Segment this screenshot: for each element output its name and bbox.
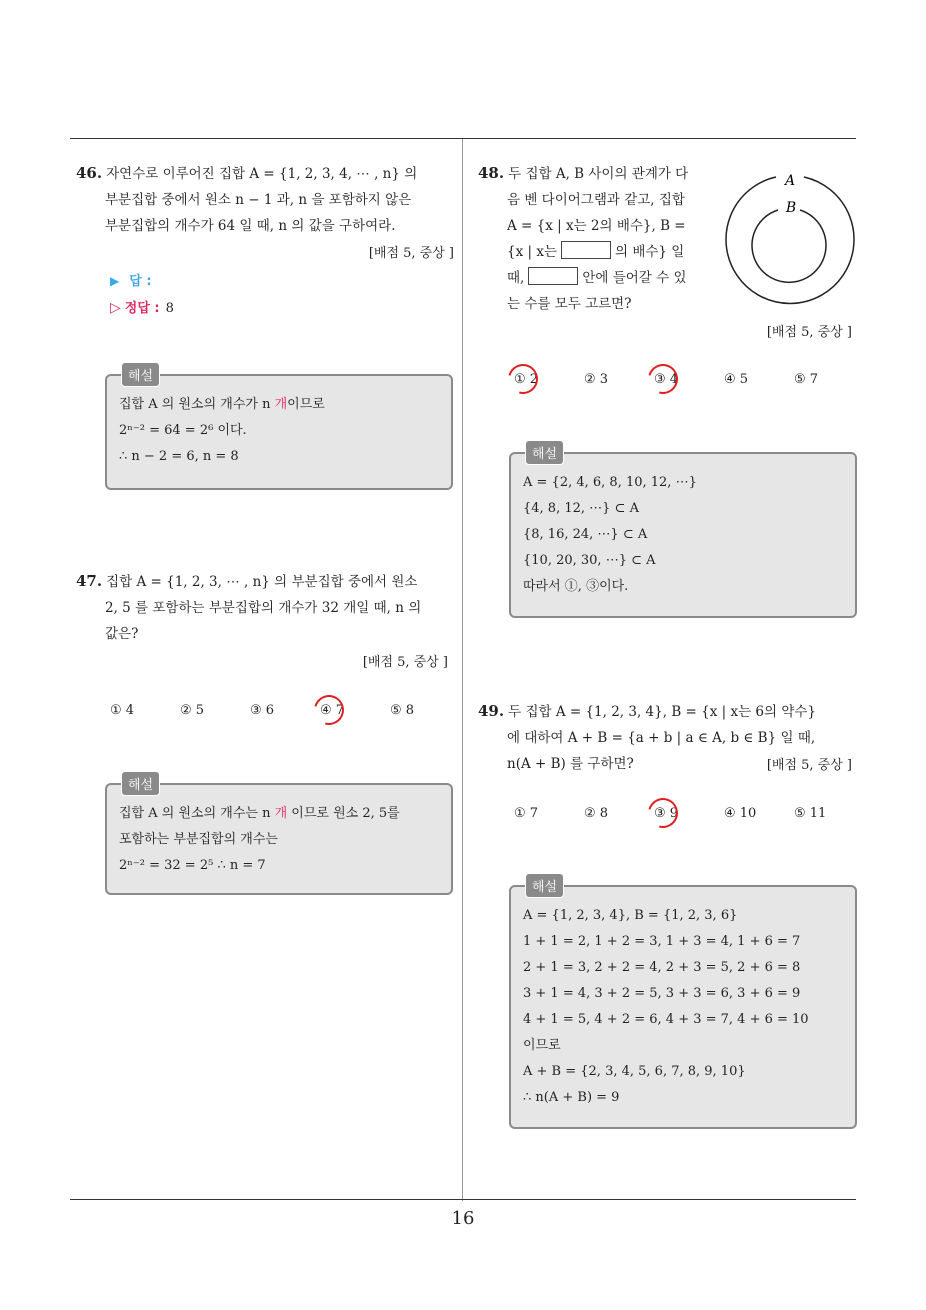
question-text-line: 부분집합의 개수가 64 일 때, n 의 값을 구하여라. [105,218,396,234]
solution-tag: 해설 [121,362,160,387]
question-text-line: 두 집합 A, B 사이의 관계가 다 [508,166,689,182]
solution-line: {4, 8, 12, ⋯} ⊂ A [523,501,639,516]
question-text-line: 값은? [105,626,139,642]
solution-line: A = {2, 4, 6, 8, 10, 12, ⋯} [523,475,697,490]
answer-mark-circle [309,690,350,731]
solution-highlight: 개 [274,397,288,412]
question-text-line: 는 수를 모두 고르면? [507,296,632,312]
solution-tag: 해설 [525,873,564,898]
solution-line: 3 + 1 = 4, 3 + 2 = 5, 3 + 3 = 6, 3 + 6 = 9 [523,986,801,1001]
blank-box [528,267,578,285]
question-text-line: 부분집합 중에서 원소 n − 1 과, n 을 포함하지 않은 [105,192,412,208]
solution-box [509,880,857,1129]
solution-tag: 해설 [121,771,160,796]
question-text: 안에 들어갈 수 있 [582,270,687,286]
question-text-line: 두 집합 A = {1, 2, 3, 4}, B = {x | x는 6의 약수} [508,704,817,720]
question-number: 46. [76,164,103,182]
bottom-rule [70,1199,856,1200]
question-47 [76,568,458,647]
question-text: 의 배수} 일 [615,244,685,260]
solution-line: 따라서 ①, ③이다. [523,579,629,594]
solution-line: ∴ n(A + B) = 9 [523,1090,620,1105]
question-text-line: 자연수로 이루어진 집합 A = {1, 2, 3, 4, ⋯ , n} 의 [106,166,418,182]
score-label: [배점 5, 중상 ] [766,758,852,773]
choice-3[interactable]: ③ 9 [654,806,679,821]
solution-line: 1 + 1 = 2, 1 + 2 = 3, 1 + 3 = 4, 1 + 6 = 7 [523,934,801,949]
question-48 [478,160,718,317]
answer-area [110,268,174,322]
solution-tag: 해설 [525,440,564,465]
answer-mark-circle [503,359,544,400]
solution-line: A = {1, 2, 3, 4}, B = {1, 2, 3, 6} [523,908,738,923]
venn-label-a: A [784,173,796,189]
play-triangle-icon: ▶ [110,274,120,288]
correct-answer-label: 정답 : [124,301,160,316]
choice-2[interactable]: ② 5 [180,703,205,718]
top-rule [70,138,856,139]
venn-inner-circle [752,210,826,282]
solution-text: 집합 A 의 원소의 개수는 n [119,806,275,821]
choice-4[interactable]: ④ 7 [320,703,345,718]
solution-line: {8, 16, 24, ⋯} ⊂ A [523,527,648,542]
solution-line: 4 + 1 = 5, 4 + 2 = 6, 4 + 3 = 7, 4 + 6 = 10 [523,1012,809,1027]
choice-1[interactable]: ① 2 [514,372,539,387]
outline-triangle-icon: ▷ [110,300,121,316]
choice-1[interactable]: ① 4 [110,703,135,718]
question-number: 48. [478,164,505,182]
solution-highlight: 개 [274,806,288,821]
question-text-line: 집합 A = {1, 2, 3, ⋯ , n} 의 부분집합 중에서 원소 [106,574,418,590]
answer-label: 답 : [129,274,152,289]
question-text-line: A = {x | x는 2의 배수}, B = [507,218,686,234]
venn-label-b: B [785,200,797,216]
solution-line: A + B = {2, 3, 4, 5, 6, 7, 8, 9, 10} [523,1064,746,1079]
venn-outer-circle [726,177,854,303]
page-number: 16 [451,1208,475,1229]
solution-box [105,369,453,490]
solution-line: 2 + 1 = 3, 2 + 2 = 4, 2 + 3 = 5, 2 + 6 = 8 [523,960,801,975]
question-text: {x | x는 [507,244,557,260]
choice-3[interactable]: ③ 4 [654,372,679,387]
solution-line: ∴ n − 2 = 6, n = 8 [119,449,239,464]
choice-5[interactable]: ⑤ 7 [794,372,819,387]
question-text-line: n(A + B) 를 구하면? [507,756,634,772]
question-text-line: 음 벤 다이어그램과 같고, 집합 [507,192,685,208]
solution-line: {10, 20, 30, ⋯} ⊂ A [523,553,656,568]
choice-2[interactable]: ② 8 [584,806,609,821]
venn-diagram [722,172,858,308]
question-46 [76,160,458,239]
solution-line: 2ⁿ⁻² = 32 = 2⁵ ∴ n = 7 [119,858,266,873]
choice-5[interactable]: ⑤ 8 [390,703,415,718]
solution-text: 집합 A 의 원소의 개수가 n [119,397,275,412]
blank-box [561,241,611,259]
score-label: [배점 5, 중상 ] [362,655,448,670]
choice-4[interactable]: ④ 5 [724,372,749,387]
solution-box [105,778,453,895]
solution-box [509,447,857,618]
question-text-line: 2, 5 를 포함하는 부분집합의 개수가 32 개일 때, n 의 [105,600,422,616]
choice-5[interactable]: ⑤ 11 [794,806,827,821]
choice-1[interactable]: ① 7 [514,806,539,821]
solution-line: 2ⁿ⁻² = 64 = 2⁶ 이다. [119,423,247,438]
choice-list [514,372,854,396]
question-text: 때, [507,270,525,286]
choice-4[interactable]: ④ 10 [724,806,757,821]
solution-text: 이므로 원소 2, 5를 [287,806,400,821]
column-divider [462,139,463,1201]
correct-answer-value: 8 [165,301,174,316]
question-text-line: 에 대하여 A + B = {a + b | a ∈ A, b ∈ B} 일 때, [507,730,816,746]
solution-text: 이므로 [287,397,325,412]
choice-list [110,703,450,727]
solution-line: 포함하는 부분집합의 개수는 [119,832,278,847]
answer-mark-circle [643,359,684,400]
score-label: [배점 5, 중상 ] [766,325,852,340]
question-number: 47. [76,572,103,590]
choice-list [514,806,854,830]
choice-3[interactable]: ③ 6 [250,703,275,718]
question-number: 49. [478,702,505,720]
answer-mark-circle [643,793,684,834]
solution-line: 이므로 [523,1038,561,1053]
score-label: [배점 5, 중상 ] [368,246,454,261]
choice-2[interactable]: ② 3 [584,372,609,387]
